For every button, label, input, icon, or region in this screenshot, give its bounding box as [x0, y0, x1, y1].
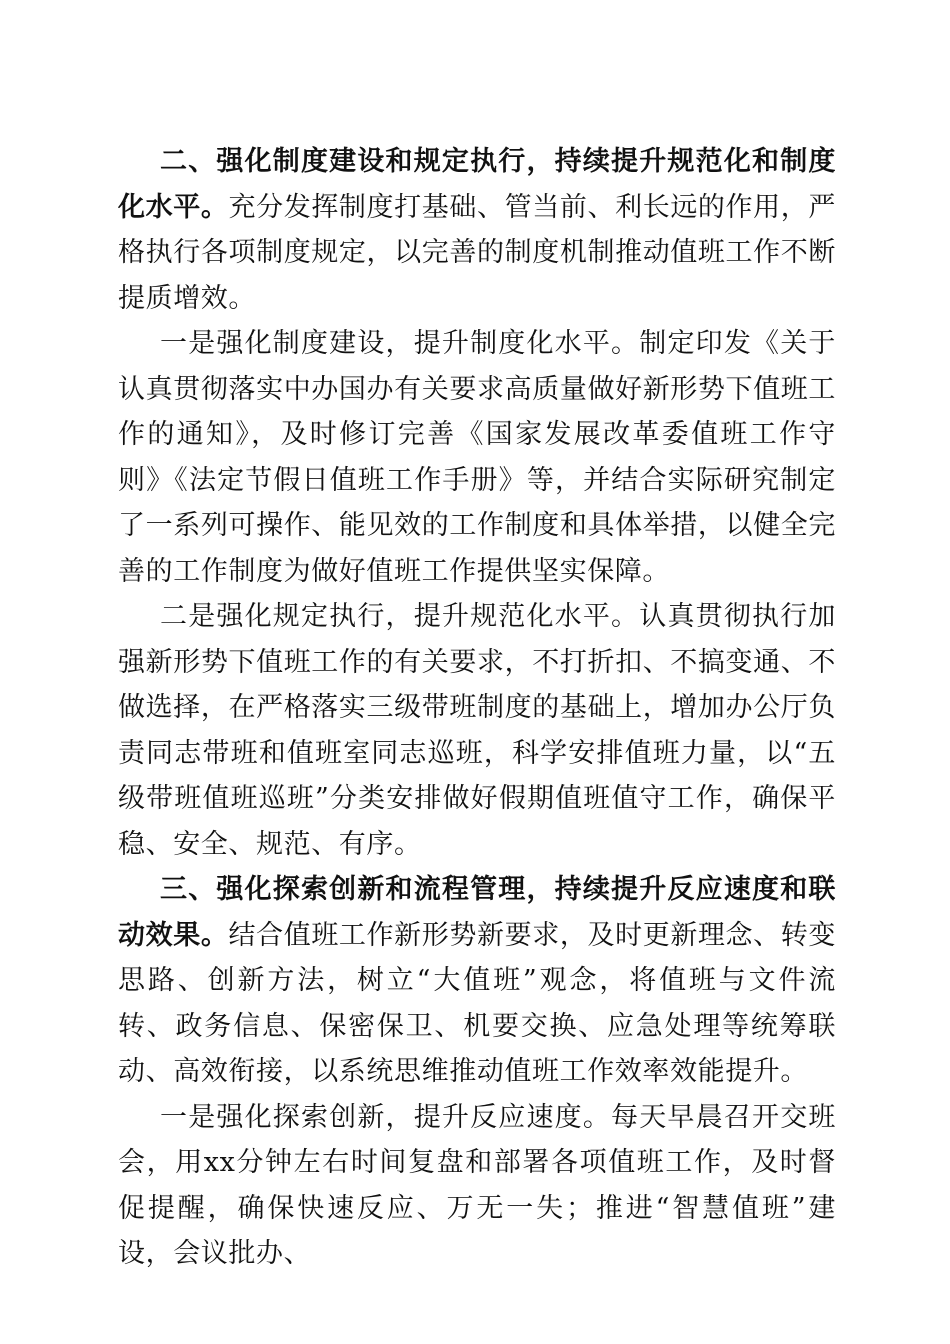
paragraph-text: 充分发挥制度打基础、管当前、利长远的作用，严格执行各项制度规定，以完善的制度机制推动值班工作不断提质增效。: [118, 191, 836, 314]
paragraph-section-2: [118, 139, 836, 321]
item-lead: 一是强化探索创新，提升反应速度。: [160, 1101, 612, 1133]
paragraph-item-3: [118, 1095, 836, 1277]
paragraph-text: 认真贯彻执行加强新形势下值班工作的有关要求，不打折扣、不搞变通、不做选择，在严格落实三级带班制度的基础上，增加办公厅负责同志带班和值班室同志巡班，科学安排值班力量，以“五级带班值班巡班”分类安排做好假期值班值守工作，确保平稳、安全、规范、有序。: [118, 601, 836, 860]
paragraph-text: 每天早晨召开交班会，用xx分钟左右时间复盘和部署各项值班工作，及时督促提醒，确保快速反应、万无一失；推进“智慧值班”建设，会议批办、: [118, 1101, 836, 1269]
section-heading: 三、强化探索创新和流程管理，持续提升反应速度和联动效果。: [118, 874, 836, 951]
item-lead: 一是强化制度建设，提升制度化水平。: [160, 328, 640, 359]
paragraph-section-3: [118, 867, 836, 1095]
paragraph-text: 制定印发《关于认真贯彻落实中办国办有关要求高质量做好新形势下值班工作的通知》，及时修订完善《国家发展改革委值班工作守则》《法定节假日值班工作手册》等，并结合实际研究制定了一系列可操作、能见效的工作制度和具体举措，以健全完善的工作制度为做好值班工作提供坚实保障。: [118, 328, 836, 587]
item-lead: 二是强化规定执行，提升规范化水平。: [160, 601, 640, 632]
paragraph-text: 结合值班工作新形势新要求，及时更新理念、转变思路、创新方法，树立“大值班”观念，将值班与文件流转、政务信息、保密保卫、机要交换、应急处理等统筹联动、高效衔接，以系统思维推动值班工作效率效能提升。: [118, 919, 836, 1087]
paragraph-item-1: [118, 321, 836, 594]
document-body: [118, 139, 836, 1277]
section-heading: 二、强化制度建设和规定执行，持续提升规范化和制度化水平。: [118, 146, 836, 223]
paragraph-item-2: [118, 594, 836, 867]
